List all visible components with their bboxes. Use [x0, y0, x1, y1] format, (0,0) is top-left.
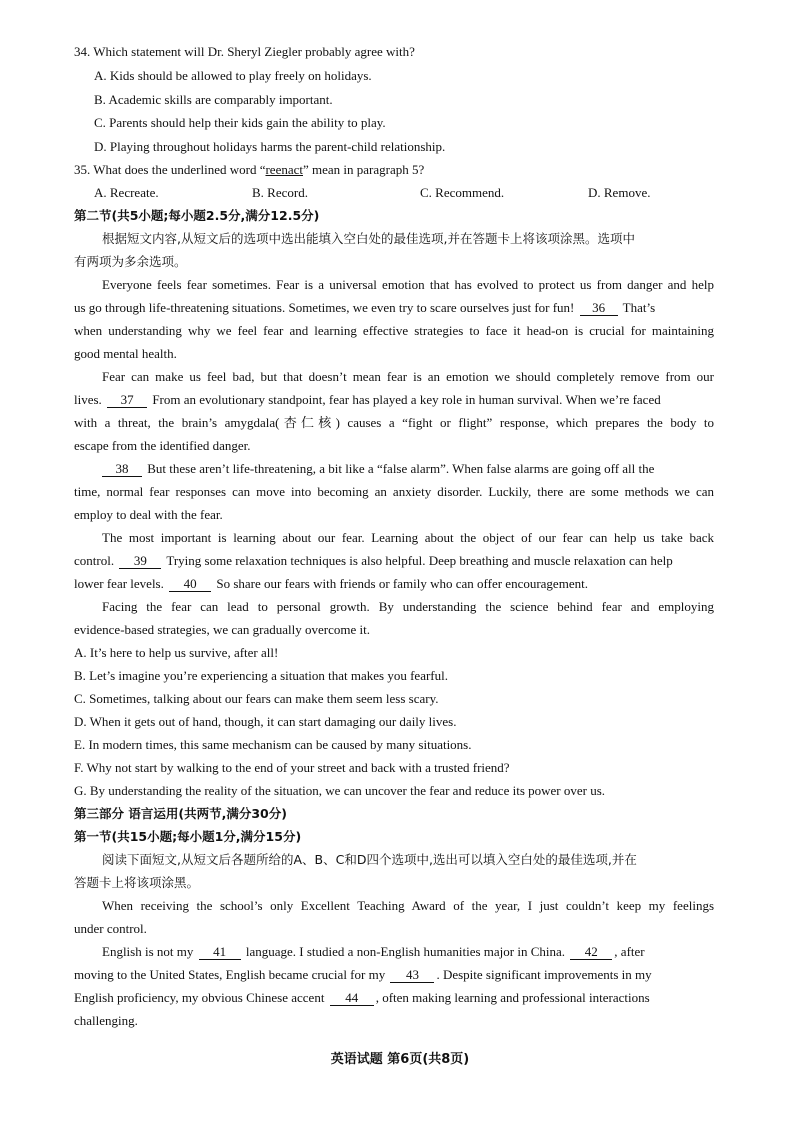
part-3-instructions-line2: 答题卡上将该项涂黑。 — [74, 875, 200, 890]
passage-p4-line1: The most important is learning about our fear. Learning about the object of our fear can help us take back — [102, 530, 714, 545]
p1-line2-tail: That’s — [622, 300, 656, 315]
cloze-line1-mid: language. I studied a non-English humanities major in China. — [245, 944, 566, 959]
passage-p3-line2: time, normal fear responses can move into becoming an anxiety disorder. Luckily, there are some methods we can — [74, 484, 714, 499]
q34-option-c: C. Parents should help their kids gain the ability to play. — [94, 115, 386, 130]
cloze-line3-head: English proficiency, my obvious Chinese accent — [74, 990, 325, 1005]
passage-p1-line1: Everyone feels fear sometimes. Fear is a universal emotion that has evolved to protect us from danger and help — [102, 277, 714, 292]
blank-43: 43 — [390, 968, 434, 983]
cloze-p2-line1 — [102, 944, 645, 960]
page-footer: 英语试题 第6页(共8页) — [330, 1052, 470, 1067]
p3-line1-tail: But these aren’t life-threatening, a bit like a “false alarm”. When false alarms are going off all the — [147, 461, 655, 476]
cloze-line1-tail: , after — [614, 944, 645, 959]
p2-line2-tail: From an evolutionary standpoint, fear has played a key role in human survival. When we’re faced — [152, 392, 661, 407]
cloze-line2-tail: . Despite significant improvements in my — [436, 967, 652, 982]
blank-40: 40 — [169, 577, 211, 592]
cloze-line1-head: English is not my — [102, 944, 194, 959]
blank-39: 39 — [119, 554, 161, 569]
blank-38: 38 — [102, 462, 142, 477]
part-3-subheading: 第一节(共15小题;每小题1分,满分15分) — [74, 829, 302, 844]
q35-option-b: B. Record. — [252, 185, 308, 200]
part-3-heading: 第三部分 语言运用(共两节,满分30分) — [74, 806, 287, 821]
cloze-line3-tail: , often making learning and professional interactions — [375, 990, 650, 1005]
section-2-heading: 第二节(共5小题;每小题2.5分,满分12.5分) — [74, 208, 320, 223]
p4-line3-head: lower fear levels. — [74, 576, 164, 591]
passage-p5-line1: Facing the fear can lead to personal growth. By understanding the science behind fear and employing — [102, 599, 714, 614]
p4-line2-tail: Trying some relaxation techniques is also helpful. Deep breathing and muscle relaxation can help — [166, 553, 673, 568]
passage-p2-line3: with a threat, the brain’s amygdala(杏仁核) causes a “fight or flight” response, which prepares the body to — [74, 415, 714, 430]
passage-p2-line2 — [74, 392, 661, 408]
blank-36: 36 — [580, 301, 618, 316]
choice-f: F. Why not start by walking to the end of your street and back with a trusted friend? — [74, 760, 510, 775]
q35-options — [0, 185, 800, 201]
passage-p3-line3: employ to deal with the fear. — [74, 507, 223, 522]
p1-line2-text: us go through life-threatening situations. Sometimes, we even try to scare ourselves just for fun! — [74, 300, 575, 315]
blank-44: 44 — [330, 991, 374, 1006]
passage-p5-line2: evidence-based strategies, we can gradually overcome it. — [74, 622, 370, 637]
choice-a: A. It’s here to help us survive, after all! — [74, 645, 279, 660]
passage-p1-line4: good mental health. — [74, 346, 177, 361]
section-2-instructions-line1: 根据短文内容,从短文后的选项中选出能填入空白处的最佳选项,并在答题卡上将该项涂黑。选项中 — [102, 231, 635, 246]
question-34-stem: 34. Which statement will Dr. Sheryl Ziegler probably agree with? — [74, 44, 415, 59]
passage-p2-line4: escape from the identified danger. — [74, 438, 251, 453]
choice-b: B. Let’s imagine you’re experiencing a situation that makes you fearful. — [74, 668, 448, 683]
cloze-line2-head: moving to the United States, English became crucial for my — [74, 967, 386, 982]
q35-option-a: A. Recreate. — [94, 185, 159, 200]
cloze-p2-line4: challenging. — [74, 1013, 138, 1028]
part-3-instructions-line1: 阅读下面短文,从短文后各题所给的A、B、C和D四个选项中,选出可以填入空白处的最佳选项,并在 — [102, 852, 637, 867]
cloze-p2-line3 — [74, 990, 650, 1006]
q34-option-d: D. Playing throughout holidays harms the parent-child relationship. — [94, 139, 446, 154]
blank-41: 41 — [199, 945, 241, 960]
q35-underlined-word: reenact — [265, 162, 303, 177]
cloze-p1-line1: When receiving the school’s only Excellent Teaching Award of the year, I just couldn’t keep my feelings — [102, 898, 714, 913]
blank-37: 37 — [107, 393, 147, 408]
choice-c: C. Sometimes, talking about our fears can make them seem less scary. — [74, 691, 439, 706]
p4-line2-head: control. — [74, 553, 115, 568]
passage-p2-line1: Fear can make us feel bad, but that doesn’t mean fear is an emotion we should completely remove from our — [102, 369, 714, 384]
q34-option-a: A. Kids should be allowed to play freely on holidays. — [94, 68, 372, 83]
p2-line2-head: lives. — [74, 392, 102, 407]
q35-option-d: D. Remove. — [588, 185, 651, 200]
question-35-stem — [74, 162, 424, 178]
passage-p1-line2 — [74, 300, 655, 316]
section-2-instructions-line2: 有两项为多余选项。 — [74, 254, 187, 269]
cloze-p2-line2 — [74, 967, 652, 983]
p4-line3-tail: So share our fears with friends or family who can offer encouragement. — [216, 576, 588, 591]
choice-d: D. When it gets out of hand, though, it can start damaging our daily lives. — [74, 714, 457, 729]
passage-p1-line3: when understanding why we feel fear and learning effective strategies to face it head-on is crucial for maintaining — [74, 323, 714, 338]
choice-e: E. In modern times, this same mechanism can be caused by many situations. — [74, 737, 472, 752]
passage-p4-line2 — [74, 553, 673, 569]
choice-g: G. By understanding the reality of the situation, we can uncover the fear and reduce its power over us. — [74, 783, 606, 798]
q35-stem-post: ” mean in paragraph 5? — [303, 162, 425, 177]
passage-p3-line1 — [102, 461, 654, 477]
q34-option-b: B. Academic skills are comparably important. — [94, 92, 333, 107]
blank-42: 42 — [570, 945, 612, 960]
cloze-p1-line2: under control. — [74, 921, 147, 936]
q35-option-c: C. Recommend. — [420, 185, 505, 200]
passage-p4-line3 — [74, 576, 588, 592]
q35-stem-pre: 35. What does the underlined word “ — [74, 162, 266, 177]
